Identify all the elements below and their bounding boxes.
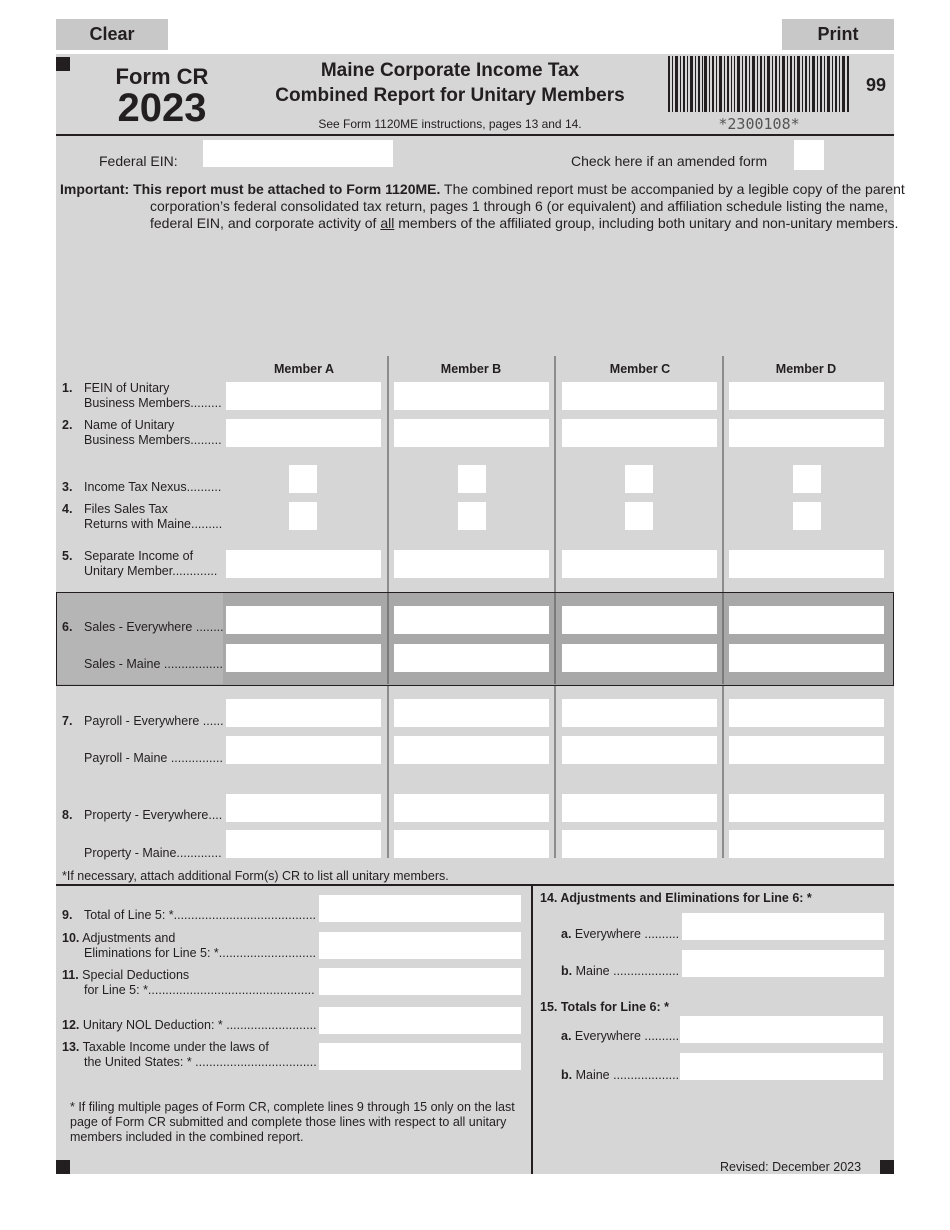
line-7-everywhere-member-d-field[interactable] [729, 699, 884, 727]
important-text-2: corporation’s federal consolidated tax return, pages 1 through 6 (or equivalent) and affiliation schedule listing the name, [150, 198, 889, 214]
line-4-member-d-checkbox[interactable] [793, 502, 821, 530]
federal-ein-field[interactable] [203, 140, 393, 167]
line-4-member-b-checkbox[interactable] [458, 502, 486, 530]
corner-mark [56, 57, 70, 71]
line-8-everywhere-member-b-field[interactable] [394, 794, 549, 822]
footnote: * If filing multiple pages of Form CR, complete lines 9 through 15 only on the last page of Form CR submitted and complete those lines with respect to all unitary members included in the combined report. [70, 1100, 515, 1144]
corner-mark [56, 1160, 70, 1174]
corner-mark [880, 1160, 894, 1174]
line-2-label: 2. Name of Unitary Business Members......... [62, 418, 222, 447]
line-9-label: 9. Total of Line 5: *......................................... [62, 908, 317, 922]
line-5-member-c-field[interactable] [562, 550, 717, 578]
line-14b-label: b. Maine ................... [561, 964, 680, 978]
form-title-line1: Maine Corporate Income Tax [320, 60, 580, 81]
amended-checkbox[interactable] [794, 140, 824, 170]
line-10-label: 10. Adjustments and Eliminations for Line 5: *............................ [62, 931, 317, 960]
line-8-everywhere-member-c-field[interactable] [562, 794, 717, 822]
form-title-line2: Combined Report for Unitary Members [275, 85, 625, 106]
line-12-label: 12. Unitary NOL Deduction: * .......................... [62, 1018, 317, 1032]
line-7-maine-member-c-field[interactable] [562, 736, 717, 764]
column-divider [387, 593, 389, 684]
line-8-everywhere-member-a-field[interactable] [226, 794, 381, 822]
line-15a-label: a. Everywhere .......... [561, 1029, 680, 1043]
line-1-member-b-field[interactable] [394, 382, 549, 410]
line-6-maine-member-c-field[interactable] [562, 644, 717, 672]
line-3-member-b-checkbox[interactable] [458, 465, 486, 493]
line-4-member-a-checkbox[interactable] [289, 502, 317, 530]
corner-code: 99 [866, 75, 887, 95]
line-8-maine-member-a-field[interactable] [226, 830, 381, 858]
line-14a-field[interactable] [682, 913, 884, 940]
line-2-member-a-field[interactable] [226, 419, 381, 447]
bottom-vertical-divider [531, 884, 533, 1174]
column-header-member-b: Member B [440, 362, 502, 376]
line-7-maine-member-b-field[interactable] [394, 736, 549, 764]
line-7-everywhere-member-a-field[interactable] [226, 699, 381, 727]
line-15b-field[interactable] [680, 1053, 883, 1080]
important-bold-text: This report must be attached to Form 1120ME. [133, 181, 441, 197]
line-6-everywhere-member-d-field[interactable] [729, 606, 884, 634]
column-divider [722, 593, 724, 684]
line-1-label: 1. FEIN of Unitary Business Members......... [62, 381, 222, 410]
line-5-member-a-field[interactable] [226, 550, 381, 578]
line-8-maine-member-b-field[interactable] [394, 830, 549, 858]
important-text-1: The combined report must be accompanied by a legible copy of the parent [440, 181, 905, 197]
line-2-member-c-field[interactable] [562, 419, 717, 447]
print-button[interactable]: Print [782, 19, 894, 50]
line-13-field[interactable] [319, 1043, 521, 1070]
line-14a-label: a. Everywhere .......... [561, 927, 680, 941]
line-15a-field[interactable] [680, 1016, 883, 1043]
line-7-maine-member-a-field[interactable] [226, 736, 381, 764]
form-name: Form CR [115, 64, 209, 89]
line-7-everywhere-label: 7. Payroll - Everywhere ...... [62, 714, 224, 728]
line-7-maine-member-d-field[interactable] [729, 736, 884, 764]
line-1-member-d-field[interactable] [729, 382, 884, 410]
line-5-member-b-field[interactable] [394, 550, 549, 578]
important-text-3: federal EIN, and corporate activity of all members of the affiliated group, including both unitary and non-unitary members. [150, 215, 899, 231]
line-9-field[interactable] [319, 895, 521, 922]
line-3-member-a-checkbox[interactable] [289, 465, 317, 493]
line-14-title: 14. Adjustments and Eliminations for Line 6: * [540, 891, 812, 905]
line-7-everywhere-member-b-field[interactable] [394, 699, 549, 727]
line-14b-field[interactable] [682, 950, 884, 977]
line-8-everywhere-label: 8. Property - Everywhere.... [62, 808, 223, 822]
line-5-member-d-field[interactable] [729, 550, 884, 578]
line-5-label: 5. Separate Income of Unitary Member............. [62, 549, 218, 578]
federal-ein-label: Federal EIN: [99, 153, 178, 169]
form-subtitle: See Form 1120ME instructions, pages 13 and 14. [318, 117, 582, 131]
line-15b-label: b. Maine ................... [561, 1068, 680, 1082]
line-15-title: 15. Totals for Line 6: * [540, 1000, 669, 1014]
line-2-member-d-field[interactable] [729, 419, 884, 447]
line-7-everywhere-member-c-field[interactable] [562, 699, 717, 727]
line-3-label: 3. Income Tax Nexus.......... [62, 480, 222, 494]
line-4-label: 4. Files Sales Tax Returns with Maine......... [62, 502, 223, 531]
column-header-member-d: Member D [775, 362, 837, 376]
column-divider [554, 593, 556, 684]
barcode-text: *2300108* [718, 115, 800, 133]
column-header-member-c: Member C [609, 362, 671, 376]
line-11-field[interactable] [319, 968, 521, 995]
revised-date: Revised: December 2023 [720, 1160, 862, 1174]
line-4-member-c-checkbox[interactable] [625, 502, 653, 530]
line-6-everywhere-member-c-field[interactable] [562, 606, 717, 634]
form-year: 2023 [117, 86, 207, 130]
attach-note: *If necessary, attach additional Form(s) CR to list all unitary members. [62, 869, 449, 883]
line-6-maine-label: Sales - Maine ................. [84, 657, 223, 671]
line-8-maine-member-d-field[interactable] [729, 830, 884, 858]
line-6-everywhere-label: 6. Sales - Everywhere ........ [62, 620, 224, 634]
line-2-member-b-field[interactable] [394, 419, 549, 447]
line-1-member-c-field[interactable] [562, 382, 717, 410]
amended-label: Check here if an amended form [571, 153, 768, 169]
line-8-maine-member-c-field[interactable] [562, 830, 717, 858]
line-6-everywhere-member-b-field[interactable] [394, 606, 549, 634]
line-8-maine-label: Property - Maine............. [84, 846, 222, 860]
important-notice [60, 181, 905, 232]
bottom-section-divider [56, 884, 894, 886]
line-12-field[interactable] [319, 1007, 521, 1034]
header-divider [56, 134, 894, 136]
line-3-member-d-checkbox[interactable] [793, 465, 821, 493]
line-10-field[interactable] [319, 932, 521, 959]
line-13-label: 13. Taxable Income under the laws of the United States: * ................................... [62, 1040, 317, 1069]
clear-button[interactable]: Clear [56, 19, 168, 50]
line-3-member-c-checkbox[interactable] [625, 465, 653, 493]
line-1-member-a-field[interactable] [226, 382, 381, 410]
line-7-maine-label: Payroll - Maine ............... [84, 751, 223, 765]
line-6-maine-member-b-field[interactable] [394, 644, 549, 672]
line-11-label: 11. Special Deductions for Line 5: *................................................ [62, 968, 315, 997]
line-6-maine-member-d-field[interactable] [729, 644, 884, 672]
line-6-everywhere-member-a-field[interactable] [226, 606, 381, 634]
line-8-everywhere-member-d-field[interactable] [729, 794, 884, 822]
barcode-image [668, 56, 850, 114]
column-header-member-a: Member A [274, 362, 334, 376]
line-6-maine-member-a-field[interactable] [226, 644, 381, 672]
important-label: Important: [60, 181, 130, 197]
